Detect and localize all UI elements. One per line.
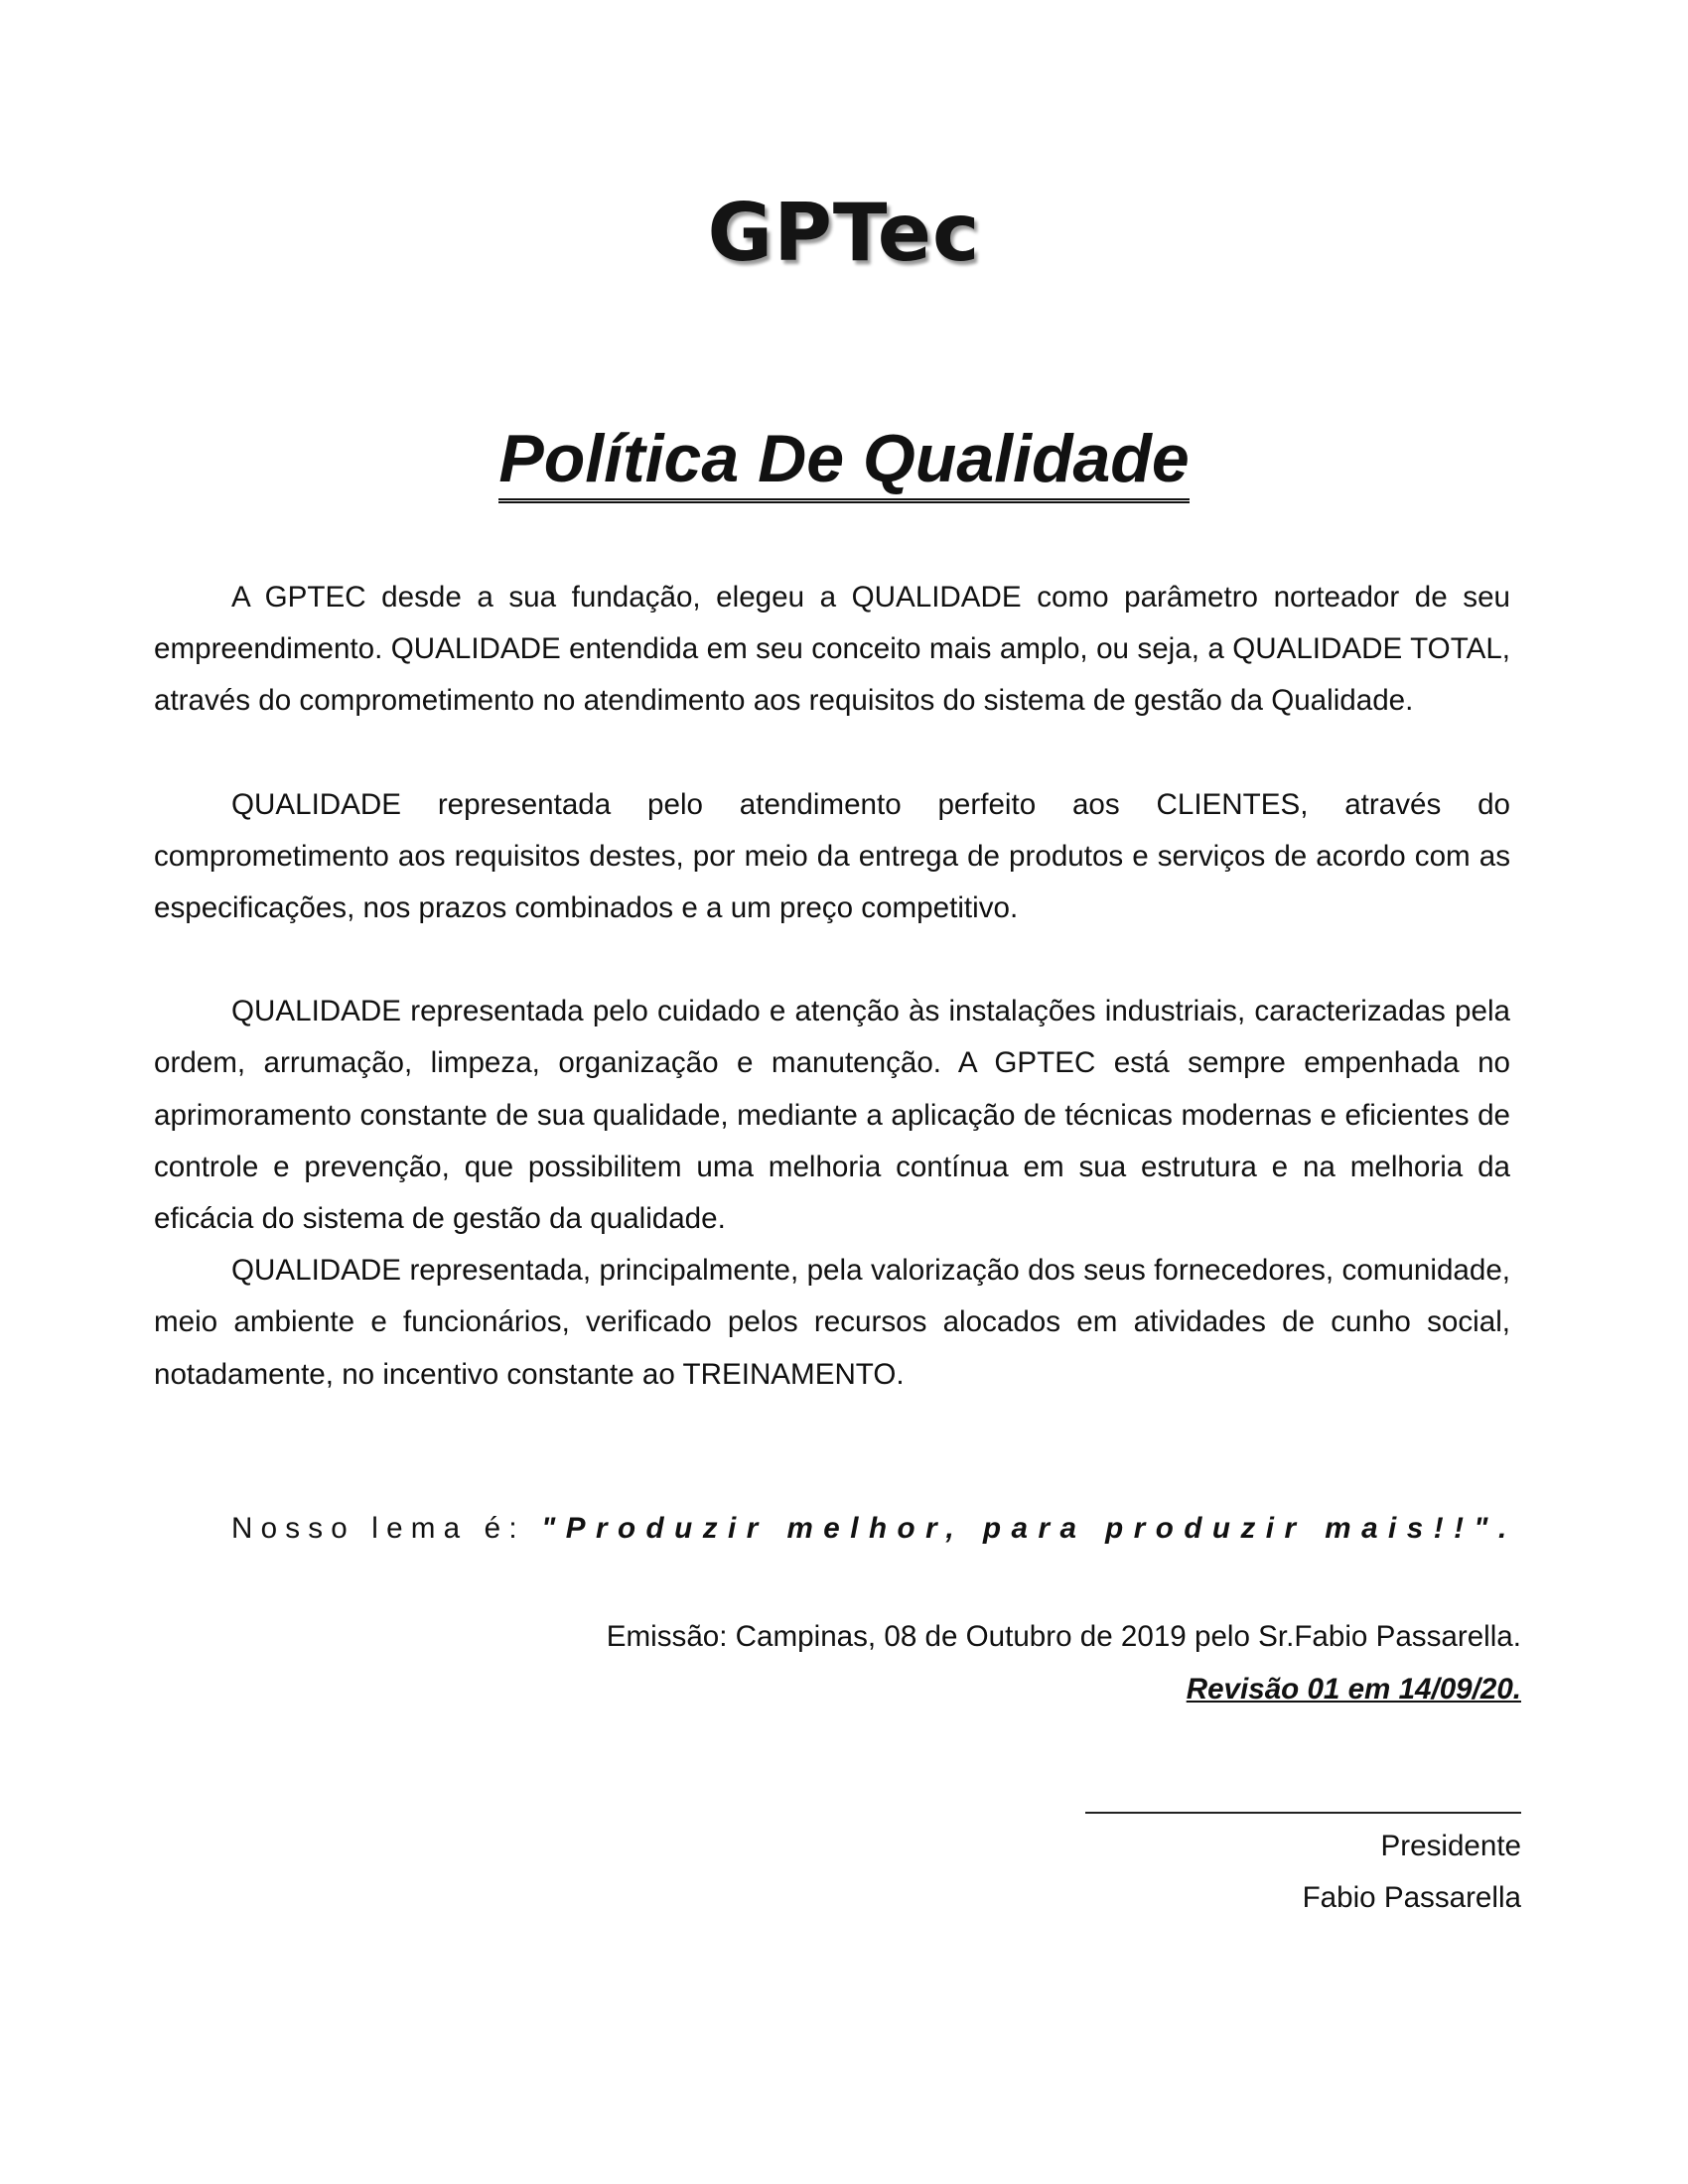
document-title bbox=[0, 422, 1688, 496]
paragraph-foundation: A GPTEC desde a sua fundação, elegeu a QUALIDADE como parâmetro norteador de seu empreendimento. QUALIDADE entendida em seu conceito mais amplo, ou seja, a QUALIDADE TOTAL, através do comprometimento no atendimento aos requisitos do sistema de gestão da Qualidade. bbox=[154, 581, 1510, 718]
document-title-text: Política De Qualidade bbox=[498, 421, 1189, 503]
issue-statement: Emissão: Campinas, 08 de Outubro de 2019 pelo Sr.Fabio Passarella. bbox=[606, 1620, 1521, 1653]
signature-line bbox=[1085, 1812, 1521, 1814]
paragraph-facilities: QUALIDADE representada pelo cuidado e atenção às instalações industriais, caracterizadas pela ordem, arrumação, limpeza, organização e manutenção. A GPTEC está sempre empenhada no aprimoramento constante de sua qualidade, mediante a aplicação de técnicas modernas e eficientes de controle e prevenção, que possibilitem uma melhoria contínua em sua estrutura e na melhoria da eficácia do sistema de gestão da qualidade. bbox=[154, 995, 1510, 1236]
signatory-name: Fabio Passarella bbox=[1302, 1881, 1521, 1914]
paragraph-clients: QUALIDADE representada pelo atendimento perfeito aos CLIENTES, através do comprometimento aos requisitos destes, por meio da entrega de produtos e serviços de acordo com as especificações, nos prazos combinados e a um preço competitivo. bbox=[154, 787, 1510, 925]
signatory-role: Presidente bbox=[1380, 1830, 1521, 1862]
company-logo: GPTec bbox=[707, 187, 981, 279]
motto-intro: Nosso lema é: bbox=[231, 1512, 542, 1545]
paragraph-community: QUALIDADE representada, principalmente, pela valorização dos seus fornecedores, comunidade, meio ambiente e funcionários, verificado pelos recursos alocados em atividades de cunho social, notadamente, no incentivo constante ao TREINAMENTO. bbox=[154, 1254, 1510, 1391]
policy-body bbox=[154, 572, 1510, 1401]
motto-quote: "Produzir melhor, para produzir mais!!". bbox=[541, 1512, 1517, 1545]
company-motto bbox=[231, 1512, 1517, 1546]
revision-statement: Revisão 01 em 14/09/20. bbox=[1186, 1673, 1521, 1706]
